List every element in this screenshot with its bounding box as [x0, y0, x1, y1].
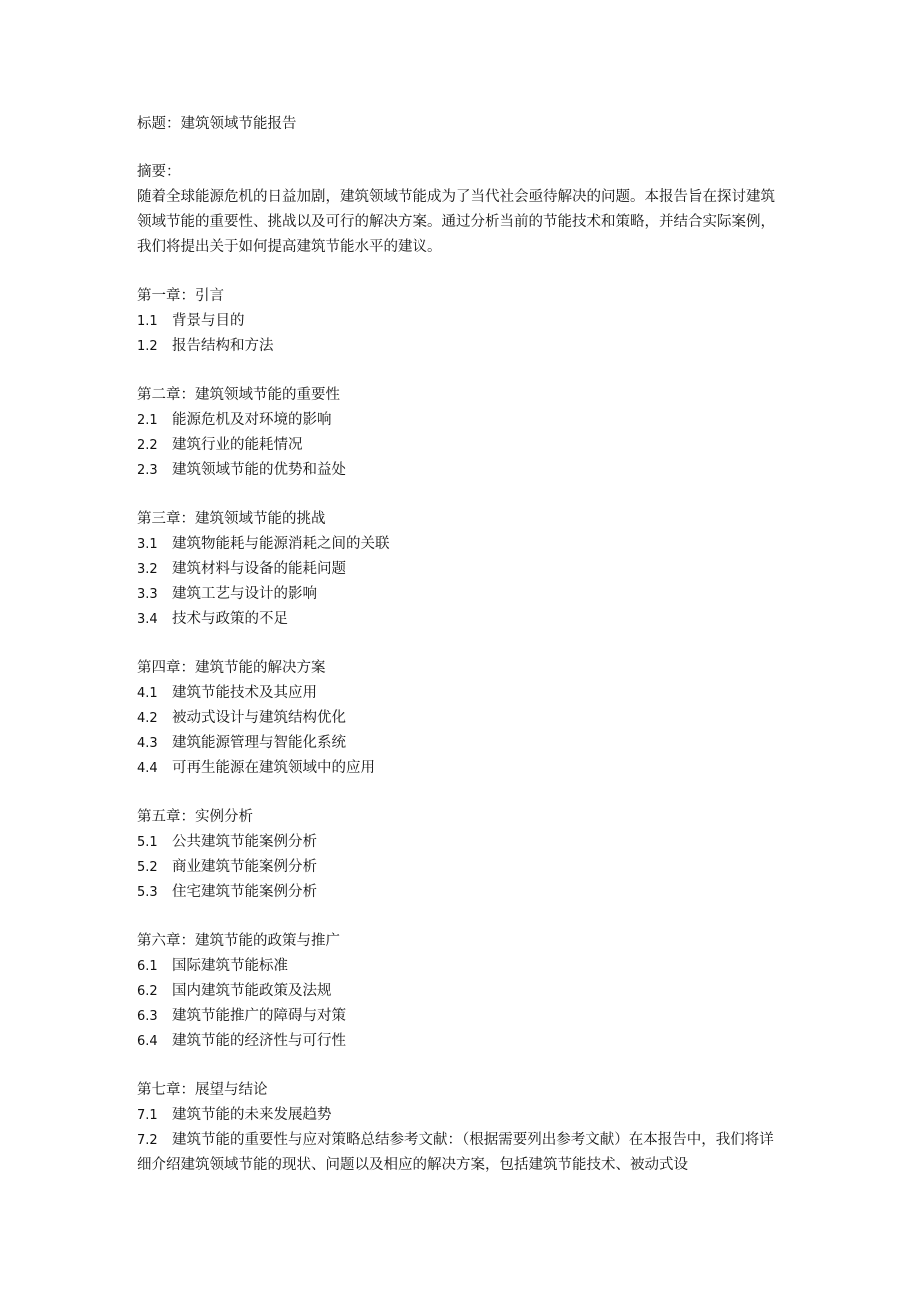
section-number: 3.4 [137, 612, 158, 627]
section-title: 住宅建筑节能案例分析 [172, 884, 317, 900]
section-title: 建筑节能推广的障碍与对策 [172, 1008, 346, 1024]
section-number: 3.1 [137, 537, 158, 552]
section-title: 国际建筑节能标准 [172, 958, 288, 974]
section-item [137, 706, 777, 731]
section-number: 4.4 [137, 761, 158, 776]
section-number: 5.1 [137, 835, 158, 850]
section-number: 5.2 [137, 860, 158, 875]
section-item [137, 756, 777, 781]
section-number: 4.3 [137, 736, 158, 751]
report-title: 标题：建筑领域节能报告 [137, 116, 297, 132]
section-number: 6.3 [137, 1009, 158, 1024]
section-item [137, 681, 777, 706]
section-item [137, 433, 777, 458]
section-item [137, 582, 777, 607]
section-title: 建筑领域节能的优势和益处 [172, 462, 346, 478]
section-title: 建筑节能的重要性与应对策略总结参考文献：（根据需要列出参考文献）在本报告中，我们将详细介绍建筑领域节能的现状、问题以及相应的解决方案，包括建筑节能技术、被动式设 [137, 1132, 774, 1173]
chapter-heading: 第三章：建筑领域节能的挑战 [137, 511, 326, 527]
section-number: 3.3 [137, 587, 158, 602]
section-title: 建筑能源管理与智能化系统 [172, 735, 346, 751]
section-item [137, 557, 777, 582]
section-item [137, 979, 777, 1004]
section-item [137, 1103, 777, 1128]
chapter-heading: 第七章：展望与结论 [137, 1082, 268, 1098]
section-number: 5.3 [137, 885, 158, 900]
section-item [137, 458, 777, 483]
section-number: 6.1 [137, 959, 158, 974]
section-item [137, 954, 777, 979]
section-number: 4.1 [137, 686, 158, 701]
section-title: 建筑材料与设备的能耗问题 [172, 561, 346, 577]
section-item [137, 1004, 777, 1029]
section-title: 建筑节能的经济性与可行性 [172, 1033, 346, 1049]
section-item [137, 334, 777, 359]
section-title: 建筑节能技术及其应用 [172, 685, 317, 701]
section-title: 技术与政策的不足 [172, 611, 288, 627]
section-title: 背景与目的 [172, 313, 245, 329]
section-number: 6.4 [137, 1034, 158, 1049]
section-title: 被动式设计与建筑结构优化 [172, 710, 346, 726]
chapter-heading: 第六章：建筑节能的政策与推广 [137, 933, 340, 949]
section-title: 建筑工艺与设计的影响 [172, 586, 317, 602]
section-number: 2.2 [137, 438, 158, 453]
section-number: 6.2 [137, 984, 158, 999]
abstract-heading: 摘要： [137, 164, 181, 180]
section-number: 2.3 [137, 463, 158, 478]
section-number: 3.2 [137, 562, 158, 577]
chapter-heading: 第二章：建筑领域节能的重要性 [137, 387, 340, 403]
section-item [137, 880, 777, 905]
abstract-text: 随着全球能源危机的日益加剧，建筑领域节能成为了当代社会亟待解决的问题。本报告旨在探讨建筑领域节能的重要性、挑战以及可行的解决方案。通过分析当前的节能技术和策略，并结合实际案例，我们将提出关于如何提高建筑节能水平的建议。 [137, 189, 775, 255]
section-title: 建筑节能的未来发展趋势 [172, 1107, 332, 1123]
section-number: 4.2 [137, 711, 158, 726]
section-title: 商业建筑节能案例分析 [172, 859, 317, 875]
section-title: 可再生能源在建筑领域中的应用 [172, 760, 375, 776]
chapter-heading: 第五章：实例分析 [137, 809, 253, 825]
section-item [137, 855, 777, 880]
section-item [137, 408, 777, 433]
section-item [137, 607, 777, 632]
section-number: 2.1 [137, 413, 158, 428]
section-item [137, 532, 777, 557]
section-item [137, 1128, 777, 1178]
section-title: 能源危机及对环境的影响 [172, 412, 332, 428]
section-number: 1.1 [137, 314, 158, 329]
document-page [137, 112, 777, 1178]
section-title: 公共建筑节能案例分析 [172, 834, 317, 850]
section-number: 7.2 [137, 1133, 158, 1148]
section-title: 国内建筑节能政策及法规 [172, 983, 332, 999]
section-item [137, 309, 777, 334]
section-item [137, 830, 777, 855]
section-title: 报告结构和方法 [172, 338, 274, 354]
chapter-heading: 第一章：引言 [137, 288, 224, 304]
section-title: 建筑物能耗与能源消耗之间的关联 [172, 536, 390, 552]
section-number: 1.2 [137, 339, 158, 354]
section-title: 建筑行业的能耗情况 [172, 437, 303, 453]
section-item [137, 731, 777, 756]
section-item [137, 1029, 777, 1054]
section-number: 7.1 [137, 1108, 158, 1123]
chapter-heading: 第四章：建筑节能的解决方案 [137, 660, 326, 676]
chapter-list [137, 284, 777, 1178]
